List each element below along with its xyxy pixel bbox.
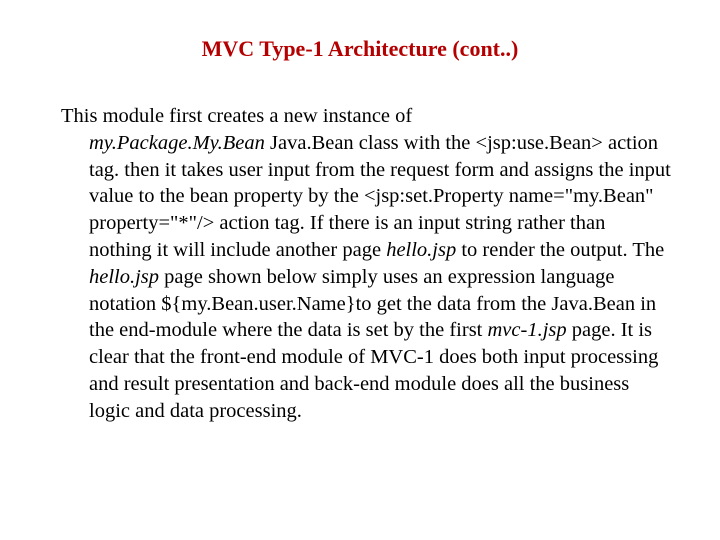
hello-jsp-text: hello.jsp [386, 238, 457, 261]
hello-jsp-text-2: hello.jsp [89, 265, 160, 288]
body-text-3: to render the output. The [456, 238, 665, 261]
body-text-2: Java.Bean class with the <jsp:use.Bean> action tag. then it takes user input from the request form and assigns the input value to the bean property by the <jsp:set.Property name="my.Bean" property="*"/> action tag. If there is an input string rather than nothing it will include another page [89, 131, 671, 261]
body-text-4: page shown below simply uses an expression language notation ${my.Bean.user.Name}to get the data from the Java.Bean in the end-module where the data is set by the first [89, 265, 657, 342]
body-text-5: page. It is clear that the front-end module of MVC-1 does both input processing and result presentation and back-end module does all the business logic and data processing. [89, 319, 659, 422]
slide-title: MVC Type-1 Architecture (cont..) [201, 36, 519, 61]
body-text-1: This module first creates a new instance of [61, 105, 413, 127]
class-name-text: my.Package.My.Bean [89, 131, 265, 154]
mvc1-jsp-text: mvc-1.jsp [487, 319, 567, 342]
body-paragraph [61, 103, 671, 425]
